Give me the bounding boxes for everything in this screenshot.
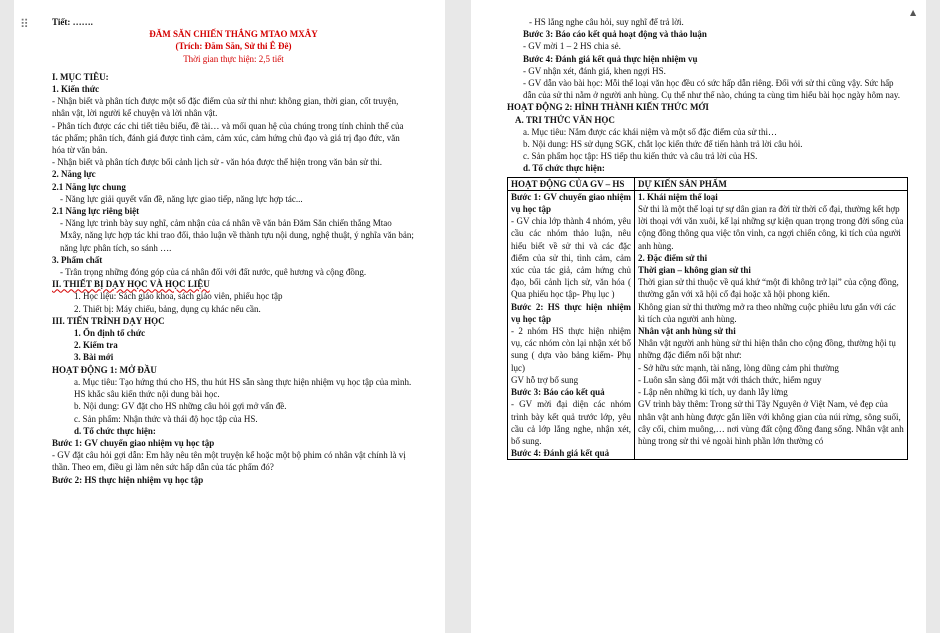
right-body — [507, 16, 908, 175]
paragraph-line: 2.1 Năng lực chung — [52, 181, 126, 192]
paragraph-line: A. TRI THỨC VĂN HỌC — [515, 114, 615, 125]
table-head-right: DỰ KIẾN SẢN PHẨM — [635, 177, 908, 190]
paragraph-line: HOẠT ĐỘNG 1: MỞ ĐẦU — [52, 364, 157, 375]
table-cell-line: 1. Khái niệm thể loại — [638, 191, 718, 202]
paragraph-line: 2.1 Năng lực riêng biệt — [52, 206, 140, 217]
paragraph-line: 1. Học liệu: Sách giáo khoa, sách giáo viên, phiếu học tập — [74, 291, 283, 302]
table-row — [508, 190, 908, 459]
table-header-row — [508, 177, 908, 190]
paragraph-line: 1. Ổn định tổ chức — [74, 328, 146, 339]
lesson-subtitle: (Trích: Đăm Săn, Sử thi Ê Đê) — [175, 41, 292, 52]
table-cell-line: Thời gian sử thi thuộc về quá khứ “một đi không trở lại” của cộng đồng, thường gắn với xã hội cổ đại hoặc xã hội phong kiến. — [638, 277, 899, 300]
table-cell-line: GV trình bày thêm: Trong sử thi Tây Nguyên ở Việt Nam, vẻ đẹp của nhân vật anh hùng được gắn liền với không gian của núi rừng, sông suối, cây cối, chim muông,… nơi vùng đất cộng đồng đang sống. Nhân vật anh hùng trong sử thi vẻ ngoài hình phần lớn thường có — [638, 399, 904, 446]
table-cell-line: - 2 nhóm HS thực hiện nhiệm vụ, các nhóm còn lại nhận xét bổ sung ( dựa vào bảng kiểm- Phụ lục) — [511, 326, 631, 373]
paragraph-line: - Nhận biết và phân tích được một số đặc điểm của sử thi như: không gian, thời gian, cốt truyện, nhân vật, lời người kể chuyện và lời nhân vật. — [52, 96, 399, 119]
paragraph-line: - Trân trọng những đóng góp của cá nhân đối với đất nước, quê hương và cộng đồng. — [60, 267, 367, 278]
paragraph-line: II. THIẾT BỊ DẠY HỌC VÀ HỌC LIỆU — [52, 279, 210, 290]
paragraph-line: 2. Kiểm tra — [74, 340, 118, 351]
table-cell-line: Bước 2: HS thực hiện nhiệm vụ học tập — [511, 301, 631, 324]
table-cell-line: Bước 3: Báo cáo kết quả — [511, 387, 605, 398]
table-cell-line: Thời gian – không gian sử thi — [638, 265, 751, 276]
paragraph-line: III. TIẾN TRÌNH DẠY HỌC — [52, 315, 165, 326]
scroll-up-icon[interactable]: ▲ — [910, 8, 917, 17]
paragraph-line: d. Tổ chức thực hiện: — [523, 163, 605, 174]
paragraph-line: - Phân tích được các chi tiết tiêu biểu, đề tài… và mối quan hệ của chúng trong tính chỉnh thể của tác phẩm; phân tích, đánh giá được tình cảm, cảm xúc, cảm hứng chủ đạo và giá trị đạo đức, văn hóa từ văn bản. — [52, 120, 404, 156]
paragraph-line: - GV đặt câu hỏi gợi dẫn: Em hãy nêu tên một truyện kể hoặc một bộ phim có nhân vật chính là vị thần. Theo em, điều gì làm nên sức hấp dẫn của tác phẩm đó? — [52, 450, 406, 473]
paragraph-line: - GV dẫn vào bài học: Mỗi thể loại văn học đều có sức hấp dẫn riêng. Đối với sử thi cũng vậy. Sức hấp dẫn của sử thi nằm ở người anh hùng. Cụ thể như thế nào, chúng ta cùng tìm hiểu bài học ngày hôm nay. — [523, 78, 900, 101]
paragraph-line: 2. Năng lực — [52, 169, 96, 180]
table-cell-line: Nhân vật người anh hùng sử thi hiện thân cho cộng đồng, thường hội tụ những đặc điểm nổi bật như: — [638, 338, 896, 361]
table-cell-line: GV hỗ trợ bổ sung — [511, 374, 579, 385]
lesson-title: ĐĂM SĂN CHIẾN THẮNG MTAO MXÂY — [149, 29, 318, 40]
table-cell-line: Không gian sử thi thường mở ra theo những cuộc phiêu lưu gắn với các kì tích của người anh hùng. — [638, 301, 896, 324]
paragraph-line: Bước 1: GV chuyển giao nhiệm vụ học tập — [52, 437, 215, 448]
table-cell-line: Sử thi là một thể loại tự sự dân gian ra đời từ thời cổ đại, thường kết hợp lời thoại với văn xuôi, kể lại những sự kiện quan trọng trong đời sống của cộng đồng thông qua việc tôn vinh, ca ngợi chiến công, kì tích của người anh hùng. — [638, 204, 904, 251]
paragraph-line: b. Nội dung: GV đặt cho HS những câu hỏi gợi mở vấn đề. — [74, 401, 287, 412]
table-cell-activities — [508, 190, 635, 459]
paragraph-line: a. Mục tiêu: Nắm được các khái niệm và một số đặc điểm của sử thi… — [523, 126, 777, 137]
table-cell-line: - GV chia lớp thành 4 nhóm, yêu cầu các nhóm thảo luận, nêu hiểu biết về sử thi và các đặc điểm của sử thi, tình cảm, cảm xúc của tác giả, cảm hứng chủ đạo, bối cảnh lịch sử, văn hóa ( Qua phiếu học tập- Phụ lục ) — [511, 216, 631, 300]
document-page-left — [14, 0, 445, 633]
paragraph-line: - HS lắng nghe câu hỏi, suy nghĩ để trả lời. — [529, 17, 684, 27]
table-cell-line: - Lập nên những kì tích, uy danh lẫy lừng — [638, 387, 788, 398]
table-cell-line: - Sở hữu sức mạnh, tài năng, lòng dũng cảm phi thường — [638, 362, 839, 373]
paragraph-line: Bước 2: HS thực hiện nhiệm vụ học tập — [52, 474, 204, 485]
table-cell-line: 2. Đặc điểm sử thi — [638, 252, 708, 263]
page-gap — [445, 0, 471, 633]
paragraph-line: 2. Thiết bị: Máy chiếu, bảng, dụng cụ khác nếu cần. — [74, 303, 261, 314]
paragraph-line: a. Mục tiêu: Tạo hứng thú cho HS, thu hút HS sẵn sàng thực hiện nhiệm vụ học tập của mình. HS khắc sâu kiến thức nội dung bài học. — [74, 376, 412, 400]
table-cell-line: Bước 4: Đánh giá kết quả — [511, 448, 610, 459]
lesson-time: Thời gian thực hiện: 2,5 tiết — [183, 53, 284, 64]
paragraph-line: - GV mời 1 – 2 HS chia sẻ. — [523, 41, 621, 52]
paragraph-line: b. Nội dung: HS sử dụng SGK, chắt lọc kiến thức để tiến hành trả lời câu hỏi. — [523, 139, 803, 150]
paragraph-line: 1. Kiến thức — [52, 84, 100, 95]
table-cell-products — [635, 190, 908, 459]
paragraph-line: 3. Bài mới — [74, 352, 114, 363]
table-cell-line: - Luôn sẵn sàng đối mặt với thách thức, hiểm nguy — [638, 374, 822, 385]
drag-handle-icon[interactable]: ⠿ — [20, 17, 28, 31]
paragraph-line: 3. Phẩm chất — [52, 254, 103, 265]
paragraph-line: c. Sản phẩm: Nhận thức và thái độ học tập của HS. — [74, 413, 258, 424]
paragraph-line: HOẠT ĐỘNG 2: HÌNH THÀNH KIẾN THỨC MỚI — [507, 102, 709, 113]
page-right-content — [507, 16, 908, 460]
page-left-content — [52, 16, 415, 486]
paragraph-line: - Năng lực trình bày suy nghĩ, cảm nhận của cá nhân về văn bản Đăm Săn chiến thắng Mtao Mxây, năng lực hợp tác khi trao đổi, thảo luận về thành tựu nội dung, nghệ thuật, ý nghĩa văn bản; năng lực phân tích, so sánh …. — [60, 218, 414, 253]
left-body — [52, 71, 415, 486]
paragraph-line: - Năng lực giải quyết vấn đề, năng lực giao tiếp, năng lực hợp tác... — [60, 193, 303, 204]
paragraph-line: Bước 4: Đánh giá kết quả thực hiện nhiệm vụ — [523, 53, 698, 64]
paragraph-line: d. Tổ chức thực hiện: — [74, 425, 156, 436]
paragraph-line: - GV nhận xét, đánh giá, khen ngợi HS. — [523, 65, 666, 76]
paragraph-line: c. Sản phẩm học tập: HS tiếp thu kiến thức và câu trả lời của HS. — [523, 151, 758, 162]
activity-table — [507, 177, 908, 461]
table-cell-line: Nhân vật anh hùng sử thi — [638, 326, 736, 337]
lesson-header: Tiết: ……. — [52, 17, 93, 27]
table-head-left: HOẠT ĐỘNG CỦA GV – HS — [508, 177, 635, 190]
paragraph-line: I. MỤC TIÊU: — [52, 71, 109, 82]
paragraph-line: - Nhận biết và phân tích được bối cảnh lịch sử - văn hóa được thể hiện trong văn bản sử thi. — [52, 157, 382, 168]
table-cell-line: Bước 1: GV chuyển giao nhiệm vụ học tập — [511, 191, 631, 215]
table-cell-line: - GV mời đại diện các nhóm trình bày kết quả trước lớp, yêu cầu cả lớp lắng nghe, nhận xét, bổ sung. — [511, 399, 631, 446]
document-page-right — [471, 0, 926, 633]
paragraph-line: Bước 3: Báo cáo kết quả hoạt động và thảo luận — [523, 29, 707, 40]
